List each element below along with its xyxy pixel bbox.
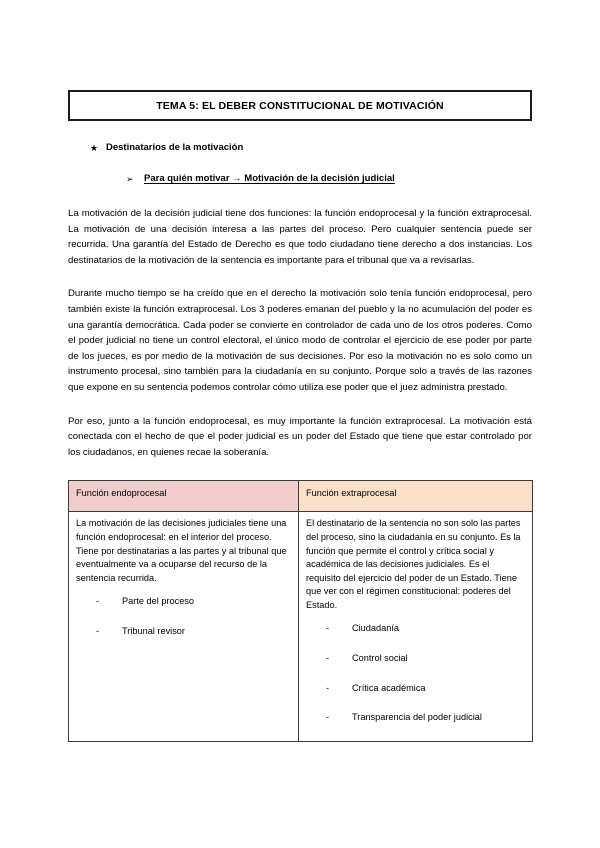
cell-list-extraprocesal [306,622,525,724]
heading-para-quien-motivar [126,172,532,186]
document-title-box [68,90,532,121]
page-title: TEMA 5: EL DEBER CONSTITUCIONAL DE MOTIVACIÓN [156,100,444,112]
heading-level1-label: Destinatarios de la motivación [106,142,244,153]
star-bullet-icon: ★ [90,143,99,153]
cell-paragraph-endoprocesal: La motivación de las decisiones judiciales tiene una función endoprocesal: en el interior del proceso. Tiene por destinatarias a las partes y al tribunal que eventualmente va a ocuparse del recurso de la sentencia recurrida. [76,518,287,583]
body-paragraph-2: Durante mucho tiempo se ha creído que en el derecho la motivación solo tenía función endoprocesal, pero también existe la función extraprocesal. Los 3 poderes emanan del pueblo y la no acumulación del poder es una garantía democrática. Cada poder se convierte en controlador de cada uno de los otros poderes. Como el poder judicial no tiene un control electoral, el único modo de controlar el ejercicio de ese poder por parte de los jueces, es por medio de la motivación de sus decisiones. Por eso la motivación no es solo como un instrumento procesal, sino también para la ciudadanía en su conjunto. Porque solo a través de las razones que expone en su sentencia podemos controlar cómo utiliza ese poder que el juez administra prestado. [68,288,532,393]
list-item: - Control social [326,652,525,666]
table-header-extraprocesal: Función extraprocesal [299,481,533,512]
cell-paragraph-extraprocesal: El destinatario de la sentencia no son solo las partes del proceso, sino la ciudadanía en su conjunto. Es la función que permite el control y crítica social y académica de las decisiones judiciales. Es el requisito del ejercicio del poder de un Estado. Tiene que ver con el régimen constitucional: poderes del Estado. [306,518,521,610]
table-header-endoprocesal: Función endoprocesal [69,481,299,512]
list-item: - Crítica académica [326,682,525,696]
body-paragraph-3: Por eso, junto a la función endoprocesal, es muy importante la función extraprocesal. La motivación está conectada con el hecho de que el poder judicial es un poder del Estado que tiene que estar controlado por los ciudadanos, en quienes recae la soberanía. [68,415,532,458]
arrow-bullet-icon: ➢ [126,174,134,184]
document-content [68,90,532,742]
heading-destinatarios [90,141,532,155]
body-paragraph-1: La motivación de la decisión judicial tiene dos funciones: la función endoprocesal y la función extraprocesal. La motivación de una decisión interesa a las partes del proceso. Pero cualquier sentencia puede ser recurrida. Una garantía del Estado de Derecho es que todo ciudadano tiene derecho a dos instancias. Los destinatarios de la motivación de la sentencia es importante para el tribunal que va a revisarlas. [68,208,532,266]
cell-list-endoprocesal [76,595,291,638]
table-body-row [69,512,533,742]
list-item: - Ciudadanía [326,622,525,636]
table-cell-endoprocesal [69,512,299,742]
table-cell-extraprocesal [299,512,533,742]
list-item: - Parte del proceso [96,595,291,609]
functions-comparison-table [68,480,533,742]
list-item: - Transparencia del poder judicial [326,711,525,725]
list-item: - Tribunal revisor [96,625,291,639]
heading-level2-label: Para quién motivar → Motivación de la decisión judicial [144,173,395,184]
table-header-row [69,481,533,512]
